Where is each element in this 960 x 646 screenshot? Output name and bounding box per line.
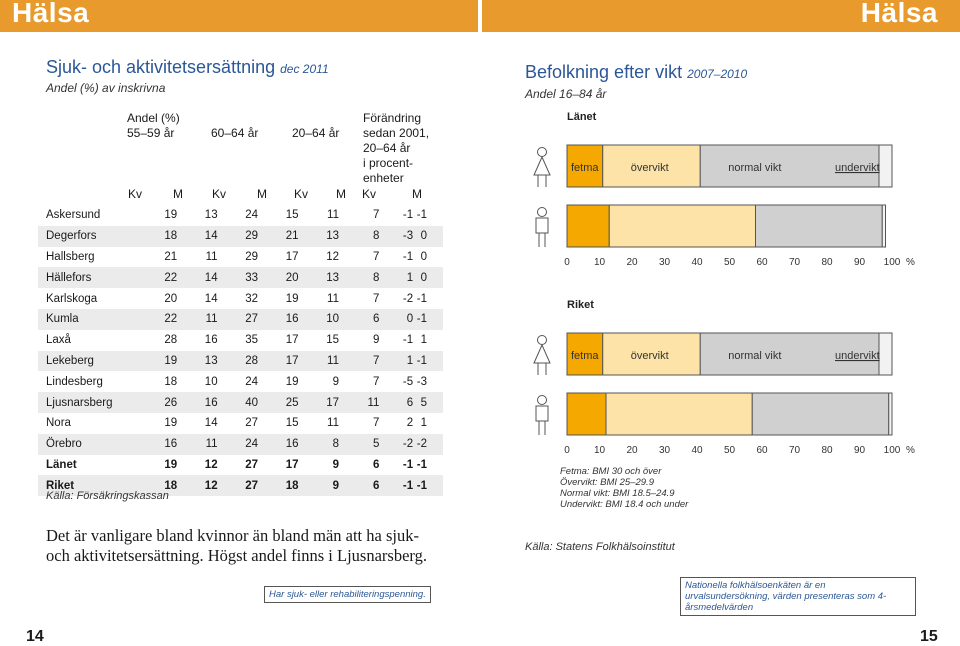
table-cell: 12 xyxy=(177,455,217,476)
table-cell: 21 xyxy=(258,226,298,247)
table-cell: 19 xyxy=(135,413,177,434)
table-cell: 27 xyxy=(218,413,258,434)
table-cell: 1 xyxy=(379,267,413,288)
table-cell: 20 xyxy=(135,288,177,309)
right-title: Befolkning efter vikt 2007–2010 xyxy=(525,62,748,82)
table-cell: 18 xyxy=(135,475,177,496)
table-cell: 6 xyxy=(339,475,379,496)
table-cell: 0 xyxy=(413,226,443,247)
table-cell: 7 xyxy=(339,205,379,226)
left-source: Källa: Försäkringskassan xyxy=(46,490,169,502)
row-name: Nora xyxy=(38,413,135,434)
bar-segment-övervikt xyxy=(609,205,755,247)
x-tick-label: 70 xyxy=(788,257,801,268)
x-tick-label: 30 xyxy=(658,445,671,456)
table-cell: 11 xyxy=(299,288,339,309)
table-cell: 14 xyxy=(177,413,217,434)
row-name: Lekeberg xyxy=(38,351,135,372)
table-cell: 5 xyxy=(413,392,443,413)
x-tick-label: 30 xyxy=(658,257,671,268)
table-cell: -1 xyxy=(379,247,413,268)
series-label: undervikt xyxy=(835,350,880,362)
x-tick-label: 60 xyxy=(756,257,768,268)
table-cell: 8 xyxy=(339,267,379,288)
table-cell: -1 xyxy=(413,455,443,476)
table-cell: 40 xyxy=(218,392,258,413)
table-row xyxy=(38,434,443,455)
table-cell: -5 xyxy=(379,371,413,392)
table-cell: 11 xyxy=(299,205,339,226)
table-cell: 6 xyxy=(339,455,379,476)
table-cell: 12 xyxy=(177,475,217,496)
row-name: Hällefors xyxy=(38,267,135,288)
table-cell: 11 xyxy=(177,247,217,268)
x-tick-label: 40 xyxy=(691,445,703,456)
left-note-box: Har sjuk- eller rehabiliteringspenning. xyxy=(264,586,431,603)
table-cell: 13 xyxy=(299,267,339,288)
table-row xyxy=(38,205,443,226)
table-cell: 16 xyxy=(177,392,217,413)
chart-panel-title: Riket xyxy=(567,299,594,311)
table-cell: 14 xyxy=(177,288,217,309)
table-row xyxy=(38,330,443,351)
x-tick-label: 100 xyxy=(883,445,901,456)
row-name: Kumla xyxy=(38,309,135,330)
table-row xyxy=(38,226,443,247)
table-cell: -1 xyxy=(413,475,443,496)
series-label: övervikt xyxy=(630,162,669,174)
table-cell: 27 xyxy=(218,455,258,476)
table-cell: 9 xyxy=(299,371,339,392)
bar-segment-övervikt xyxy=(606,393,752,435)
row-name: Hallsberg xyxy=(38,247,135,268)
x-tick-label: 90 xyxy=(853,445,866,456)
x-tick-label: 70 xyxy=(788,445,801,456)
x-tick-label: 100 xyxy=(883,257,901,268)
left-subtitle: Andel (%) av inskrivna xyxy=(46,81,166,95)
table-cell: 17 xyxy=(258,247,298,268)
table-cell: 27 xyxy=(218,475,258,496)
table-cell: 14 xyxy=(177,226,217,247)
table-cell: 35 xyxy=(218,330,258,351)
table-row xyxy=(38,267,443,288)
table-cell: -1 xyxy=(413,288,443,309)
row-name: Askersund xyxy=(38,205,135,226)
page-number-left: 14 xyxy=(26,628,44,645)
bar-segment-undervikt xyxy=(879,145,892,187)
icon-body xyxy=(536,406,548,435)
row-name: Ljusnarsberg xyxy=(38,392,135,413)
table-cell: 17 xyxy=(258,351,298,372)
page-number-right: 15 xyxy=(920,628,938,645)
change-header: Förändring sedan 2001, 20–64 år i procent- enheter xyxy=(363,111,430,185)
table-cell: 19 xyxy=(135,351,177,372)
table-cell: 24 xyxy=(218,434,258,455)
table-cell: 20 xyxy=(258,267,298,288)
series-label: normal vikt xyxy=(728,350,782,362)
table-cell: -3 xyxy=(413,371,443,392)
x-unit-label: % xyxy=(906,445,915,456)
bar-segment-undervikt xyxy=(882,205,885,247)
x-tick-label: 80 xyxy=(821,257,833,268)
table-cell: -1 xyxy=(413,351,443,372)
x-tick-label: 80 xyxy=(821,445,833,456)
table-cell: -1 xyxy=(379,205,413,226)
icon-head xyxy=(538,336,547,345)
table-cell: 19 xyxy=(258,371,298,392)
table-row xyxy=(38,309,443,330)
table-cell: 6 xyxy=(379,392,413,413)
table-cell: -1 xyxy=(379,475,413,496)
table-cell: 11 xyxy=(177,434,217,455)
table-cell: 6 xyxy=(339,309,379,330)
table-cell: 22 xyxy=(135,309,177,330)
left-body-text: Det är vanligare bland kvinnor än bland män att ha sjuk- och aktivitetsersättning. Högst andel finns i Ljusnarsberg. xyxy=(46,526,427,565)
table-cell: 19 xyxy=(135,455,177,476)
table-cell: 29 xyxy=(218,247,258,268)
row-name: Karlskoga xyxy=(38,288,135,309)
table-cell: 11 xyxy=(299,351,339,372)
table-cell: 1 xyxy=(413,330,443,351)
table-cell: 11 xyxy=(339,392,379,413)
table-cell: 9 xyxy=(339,330,379,351)
table-cell: 22 xyxy=(135,267,177,288)
table-cell: 29 xyxy=(218,226,258,247)
header-bar-left xyxy=(0,0,478,32)
table-cell: 0 xyxy=(413,267,443,288)
left-title: Sjuk- och aktivitetsersättning dec 2011 xyxy=(46,57,329,77)
table-cell: 13 xyxy=(177,351,217,372)
table-cell: 8 xyxy=(299,434,339,455)
weight-chart xyxy=(520,105,960,465)
x-unit-label: % xyxy=(906,257,915,268)
icon-body xyxy=(536,218,548,247)
age-group-2: 60–64 år xyxy=(211,126,259,140)
icon-body xyxy=(534,345,550,375)
header-bar-right xyxy=(482,0,960,32)
table-cell: -3 xyxy=(379,226,413,247)
table-cell: 18 xyxy=(258,475,298,496)
age-group-3: 20–64 år xyxy=(292,126,340,140)
table-cell: 18 xyxy=(135,371,177,392)
row-name: Länet xyxy=(38,455,135,476)
x-tick-label: 90 xyxy=(853,257,866,268)
x-tick-label: 40 xyxy=(691,257,703,268)
table-row xyxy=(38,413,443,434)
table-cell: 7 xyxy=(339,371,379,392)
table-cell: 16 xyxy=(135,434,177,455)
table-cell: 16 xyxy=(177,330,217,351)
icon-body xyxy=(534,157,550,187)
right-subtitle: Andel 16–84 år xyxy=(525,87,607,101)
table-cell: 15 xyxy=(299,330,339,351)
table-cell: -2 xyxy=(379,434,413,455)
right-note-box: Nationella folkhälsoenkäten är en urvalsundersökning, värden presenteras som 4-årsmedelvärden xyxy=(680,577,916,616)
x-tick-label: 10 xyxy=(593,445,606,456)
row-name: Riket xyxy=(38,475,135,496)
row-name: Örebro xyxy=(38,434,135,455)
table-cell: 15 xyxy=(258,413,298,434)
table-cell: 27 xyxy=(218,309,258,330)
table-cell: -2 xyxy=(379,288,413,309)
table-cell: 16 xyxy=(258,309,298,330)
table-cell: 7 xyxy=(339,288,379,309)
icon-head xyxy=(538,208,547,217)
x-tick-label: 0 xyxy=(564,445,570,456)
table-cell: 28 xyxy=(135,330,177,351)
man-icon xyxy=(536,396,548,436)
right-source: Källa: Statens Folkhälsoinstitut xyxy=(525,541,675,553)
table-cell: 10 xyxy=(177,371,217,392)
x-tick-label: 10 xyxy=(593,257,606,268)
table-cell: 18 xyxy=(135,226,177,247)
table-cell: 17 xyxy=(299,392,339,413)
table-cell: 17 xyxy=(258,330,298,351)
table-cell: 5 xyxy=(339,434,379,455)
bmi-legend: Fetma: BMI 30 och över Övervikt: BMI 25–29.9 Normal vikt: BMI 18.5–24.9 Undervikt: BMI 18.4 och under xyxy=(560,466,689,510)
table-cell: -1 xyxy=(379,455,413,476)
bar-segment-normal-vikt xyxy=(752,393,889,435)
table-cell: 1 xyxy=(379,351,413,372)
table-cell: 21 xyxy=(135,247,177,268)
sickness-table xyxy=(38,205,443,496)
table-row xyxy=(38,392,443,413)
x-tick-label: 50 xyxy=(723,257,736,268)
row-name: Laxå xyxy=(38,330,135,351)
table-cell: 7 xyxy=(339,413,379,434)
icon-head xyxy=(538,148,547,157)
table-row xyxy=(38,351,443,372)
woman-icon xyxy=(534,148,550,188)
header-title-left: Hälsa xyxy=(12,0,90,28)
table-cell: -1 xyxy=(413,309,443,330)
table-row xyxy=(38,371,443,392)
table-cell: 13 xyxy=(177,205,217,226)
icon-head xyxy=(538,396,547,405)
table-row xyxy=(38,455,443,476)
table-cell: 13 xyxy=(299,226,339,247)
table-cell: 9 xyxy=(299,475,339,496)
table-row xyxy=(38,247,443,268)
series-label: undervikt xyxy=(835,162,880,174)
chart-panel-title: Länet xyxy=(567,111,597,123)
x-tick-label: 60 xyxy=(756,445,768,456)
bar-segment-fetma xyxy=(567,393,606,435)
bar-segment-normal-vikt xyxy=(756,205,883,247)
table-cell: 19 xyxy=(135,205,177,226)
table-cell: 1 xyxy=(413,413,443,434)
x-tick-label: 0 xyxy=(564,257,570,268)
x-tick-label: 20 xyxy=(626,257,638,268)
bar-segment-fetma xyxy=(567,205,609,247)
table-group-header: Andel (%) xyxy=(127,111,180,125)
x-tick-label: 50 xyxy=(723,445,736,456)
bar-segment-undervikt xyxy=(879,333,892,375)
table-cell: 28 xyxy=(218,351,258,372)
table-cell: 19 xyxy=(258,288,298,309)
table-cell: 0 xyxy=(379,309,413,330)
x-tick-label: 20 xyxy=(626,445,638,456)
table-cell: 24 xyxy=(218,371,258,392)
man-icon xyxy=(536,208,548,248)
table-cell: 32 xyxy=(218,288,258,309)
series-label: normal vikt xyxy=(728,162,782,174)
table-cell: 14 xyxy=(177,267,217,288)
table-cell: 16 xyxy=(258,434,298,455)
row-name: Degerfors xyxy=(38,226,135,247)
table-cell: 9 xyxy=(299,455,339,476)
header-title-right: Hälsa xyxy=(860,0,938,28)
table-cell: 10 xyxy=(299,309,339,330)
table-cell: 7 xyxy=(339,247,379,268)
series-label: fetma xyxy=(571,162,599,174)
table-cell: 0 xyxy=(413,247,443,268)
table-cell: 11 xyxy=(299,413,339,434)
table-cell: 26 xyxy=(135,392,177,413)
series-label: fetma xyxy=(571,350,599,362)
table-row xyxy=(38,288,443,309)
table-cell: 24 xyxy=(218,205,258,226)
table-cell: 7 xyxy=(339,351,379,372)
age-group-1: 55–59 år xyxy=(127,126,175,140)
series-label: övervikt xyxy=(630,350,669,362)
table-cell: 8 xyxy=(339,226,379,247)
table-cell: 11 xyxy=(177,309,217,330)
table-cell: -1 xyxy=(379,330,413,351)
table-cell: 33 xyxy=(218,267,258,288)
table-cell: 17 xyxy=(258,455,298,476)
woman-icon xyxy=(534,336,550,376)
row-name: Lindesberg xyxy=(38,371,135,392)
table-cell: 15 xyxy=(258,205,298,226)
table-cell: 2 xyxy=(379,413,413,434)
table-cell: -1 xyxy=(413,205,443,226)
bar-segment-undervikt xyxy=(889,393,892,435)
table-cell: 12 xyxy=(299,247,339,268)
table-cell: 25 xyxy=(258,392,298,413)
table-cell: -2 xyxy=(413,434,443,455)
